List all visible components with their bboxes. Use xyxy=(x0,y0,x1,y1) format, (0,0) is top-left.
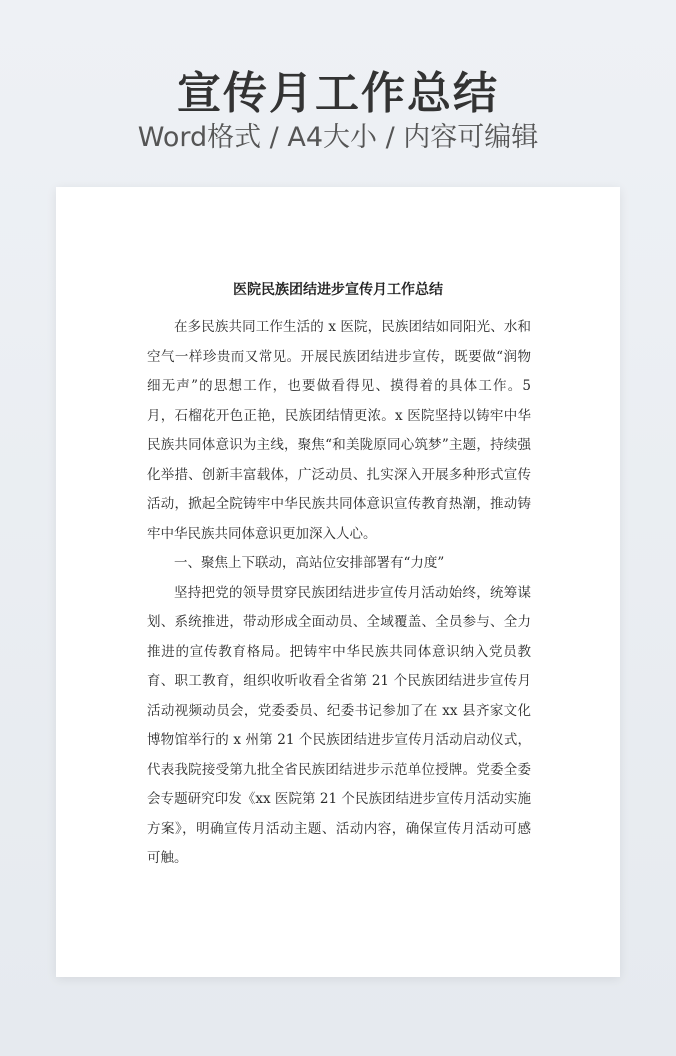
document-title: 医院民族团结进步宣传月工作总结 xyxy=(233,282,443,298)
intro-paragraph: 在多民族共同工作生活的 x 医院，民族团结如同阳光、水和空气一样珍贵而又常见。开展民族团结进步宣传，既要做“润物细无声”的思想工作，也要做看得见、摸得着的具体工作。5 月，石榴花开色正艳，民族团结情更浓。x 医院坚持以铸牢中华民族共同体意识为主线，聚焦“和美陇原同心筑梦”主题，持续强化举措、创新丰富载体，广泛动员、扎实深入开展多种形式宣传活动，掀起全院铸牢中华民族共同体意识宣传教育热潮，推动铸牢中华民族共同体意识更加深入人心。 xyxy=(147,319,531,542)
document-page xyxy=(56,187,620,977)
section-heading: 一、聚焦上下联动，高站位安排部署有“力度” xyxy=(174,555,445,571)
section-paragraph: 坚持把党的领导贯穿民族团结进步宣传月活动始终，统筹谋划、系统推进，带动形成全面动员、全域覆盖、全员参与、全力推进的宣传教育格局。把铸牢中华民族共同体意识纳入党员教育、职工教育，组织收听收看全省第 21 个民族团结进步宣传月活动视频动员会，党委委员、纪委书记参加了在 xx 县齐家文化博物馆举行的 x 州第 21 个民族团结进步宣传月活动启动仪式，代表我院接受第九批全省民族团结进步示范单位授牌。党委全委会专题研究印发《xx 医院第 21 个民族团结进步宣传月活动实施方案》，明确宣传月活动主题、活动内容，确保宣传月活动可感可触。 xyxy=(147,584,531,866)
header-banner xyxy=(0,0,676,186)
page-title: 宣传月工作总结 xyxy=(177,68,499,119)
page-subtitle: Word格式 / A4大小 / 内容可编辑 xyxy=(137,122,539,153)
document-body xyxy=(147,313,531,874)
